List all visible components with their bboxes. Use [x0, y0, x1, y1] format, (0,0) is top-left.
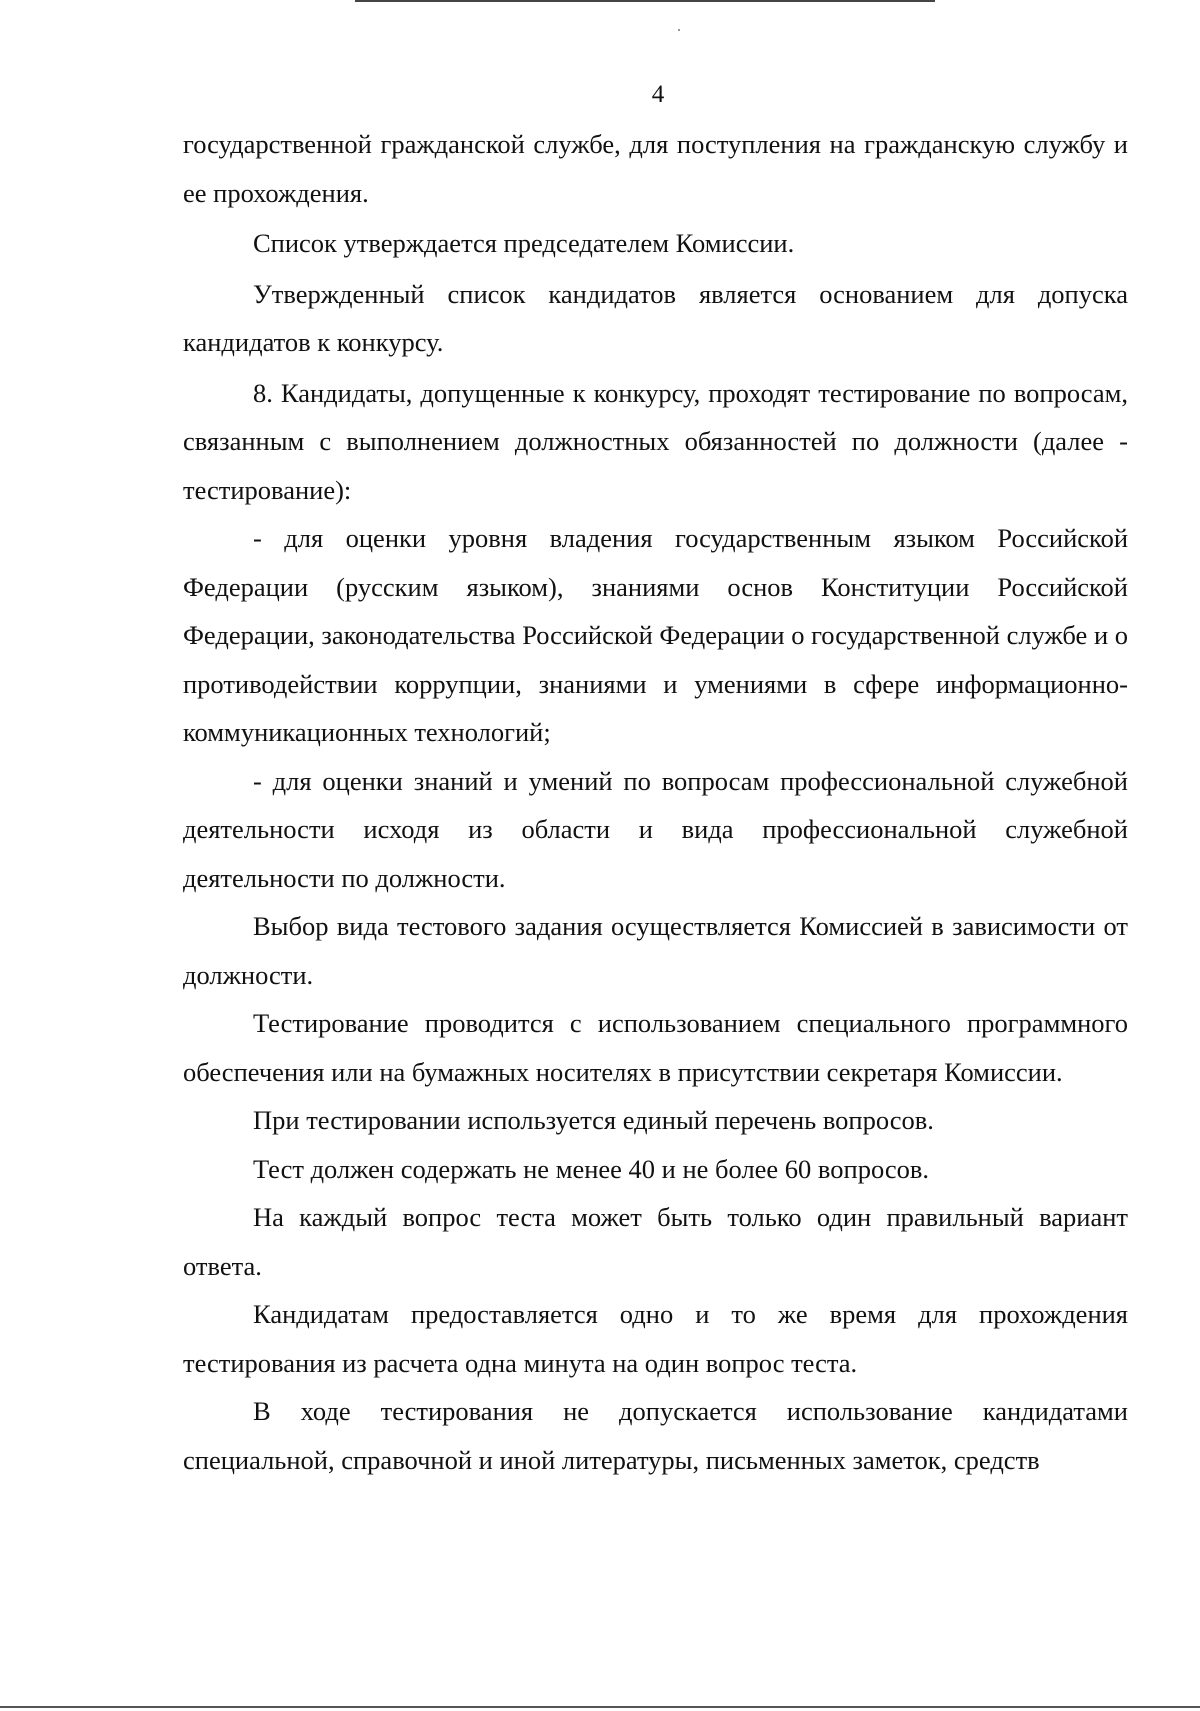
paragraph-one-answer: На каждый вопрос теста может быть только один правильный вариант ответа. [183, 1202, 1128, 1281]
paragraph-time-limit: Кандидатам предоставляется одно и то же время для прохождения тестирования из расчета одна минута на один вопрос теста. [183, 1299, 1128, 1378]
paragraph-list-approval: Список утверждается председателем Комиссии. [253, 228, 795, 258]
top-scan-line [355, 0, 935, 2]
paragraph-continuation: государственной гражданской службе, для поступления на гражданскую службу и ее прохождения. [183, 129, 1128, 208]
paragraph-test-type: Выбор вида тестового задания осуществляется Комиссией в зависимости от должности. [183, 911, 1128, 990]
document-body [183, 120, 1128, 1484]
page-number: 4 [651, 81, 665, 108]
paragraph-testing-method: Тестирование проводится с использованием специального программного обеспечения или на бумажных носителях в присутствии секретаря Комиссии. [183, 1008, 1128, 1087]
paragraph-bullet-professional: - для оценки знаний и умений по вопросам профессиональной служебной деятельности исходя из области и вида профессиональной служебной деятельности по должности. [183, 765, 1128, 893]
paragraph-question-count: Тест должен содержать не менее 40 и не более 60 вопросов. [253, 1153, 930, 1184]
paragraph-item-8: 8. Кандидаты, допущенные к конкурсу, проходят тестирование по вопросам, связанным с выполнением должностных обязанностей по должности (далее - тестирование): [183, 377, 1128, 505]
paragraph-approved-list: Утвержденный список кандидатов является основанием для допуска кандидатов к конкурсу. [183, 278, 1128, 357]
bottom-scan-line [0, 1706, 1200, 1708]
scan-speck [678, 29, 680, 31]
paragraph-restrictions: В ходе тестирования не допускается использование кандидатами специальной, справочной и иной литературы, письменных заметок, средств [183, 1396, 1128, 1475]
paragraph-bullet-language: - для оценки уровня владения государственным языком Российской Федерации (русским языком), знаниями основ Конституции Российской Федерации, законодательства Российской Федерации о государственной службе и о противодействии коррупции, знаниями и умениями в сфере информационно-коммуникационных технологий; [183, 523, 1128, 747]
paragraph-question-list: При тестировании используется единый перечень вопросов. [253, 1105, 934, 1135]
